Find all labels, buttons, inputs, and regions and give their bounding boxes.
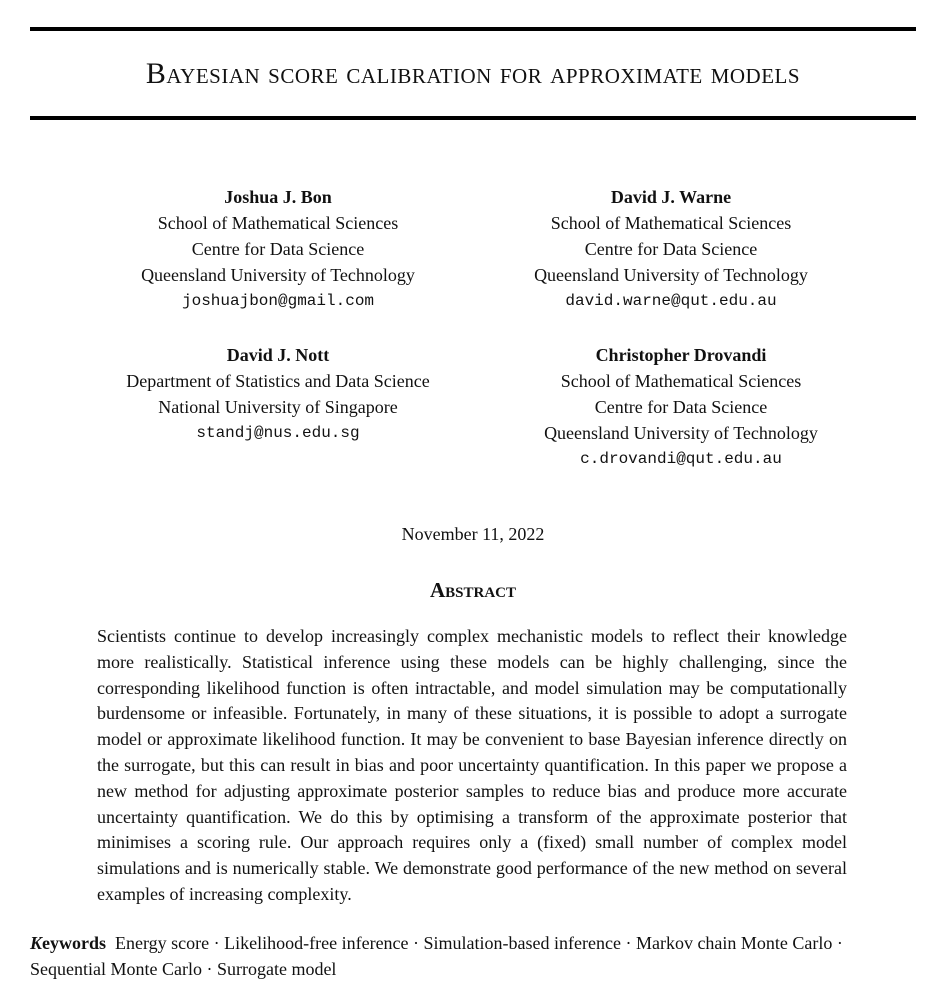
bottom-rule — [30, 116, 916, 120]
author-block — [461, 184, 881, 314]
author-email[interactable]: david.warne@qut.edu.au — [565, 292, 777, 310]
keywords-list: Energy score · Likelihood-free inference · Simulation-based inference · Markov chain Monte Carlo · Sequential Monte Carlo · Surrogate model — [30, 933, 843, 979]
keywords — [30, 930, 916, 982]
paper-title: Bayesian score calibration for approximate models — [145, 57, 801, 90]
author-name: Joshua J. Bon — [224, 187, 332, 207]
top-rule — [30, 27, 916, 31]
author-email[interactable]: c.drovandi@qut.edu.au — [580, 450, 782, 468]
abstract-text: Scientists continue to develop increasingly complex mechanistic models to reflect their knowledge more realistically. Statistical inference using these models can be highly challenging, since the corresponding likelihood function is often intractable, and model simulation may be computationally burdensome or infeasible. Fortunately, in many of these situations, it is possible to adopt a surrogate model or approximate likelihood function. It may be convenient to base Bayesian inference directly on the surrogate, but this can result in bias and poor uncertainty quantification. In this paper we propose a new method for adjusting approximate posterior samples to reduce bias and produce more accurate uncertainty quantification. We do this by optimising a transform of the approximate posterior that minimises a scoring rule. Our approach requires only a (fixed) small number of complex model simulations and is numerically stable. We demonstrate good performance of the new method on several examples of increasing complexity. — [97, 626, 847, 904]
abstract-heading: Abstract — [429, 578, 517, 602]
author-email[interactable]: standj@nus.edu.sg — [196, 424, 360, 442]
author-affiliation: Centre for Data Science — [594, 397, 768, 417]
author-affiliation: School of Mathematical Sciences — [550, 213, 792, 233]
author-block — [471, 342, 891, 472]
author-affiliation: Centre for Data Science — [191, 239, 365, 259]
author-email[interactable]: joshuajbon@gmail.com — [181, 292, 375, 310]
author-affiliation: Queensland University of Technology — [534, 265, 808, 285]
publication-date: November 11, 2022 — [401, 524, 545, 544]
author-affiliation: School of Mathematical Sciences — [157, 213, 399, 233]
author-name: David J. Nott — [226, 345, 330, 365]
author-affiliation: School of Mathematical Sciences — [560, 371, 802, 391]
author-block — [68, 184, 488, 314]
author-affiliation: Department of Statistics and Data Science — [126, 371, 430, 391]
author-affiliation: Centre for Data Science — [584, 239, 758, 259]
author-affiliation: National University of Singapore — [158, 397, 398, 417]
keywords-label: Keywords — [30, 933, 107, 953]
author-name: Christopher Drovandi — [595, 345, 767, 365]
author-affiliation: Queensland University of Technology — [544, 423, 818, 443]
author-affiliation: Queensland University of Technology — [141, 265, 415, 285]
author-name: David J. Warne — [610, 187, 732, 207]
author-block — [68, 342, 488, 446]
